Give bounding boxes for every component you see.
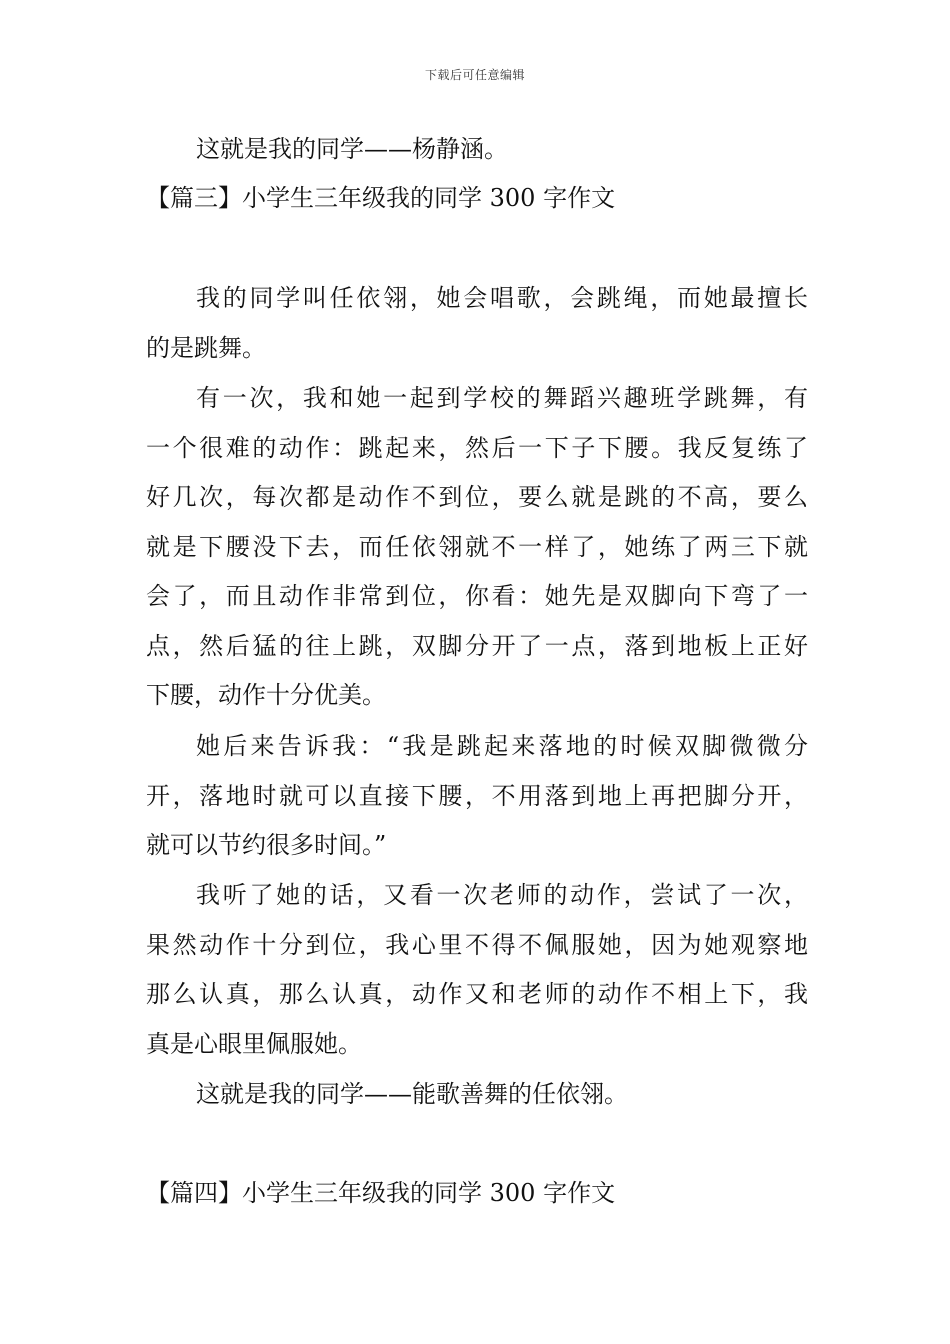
closing-line-previous: 这就是我的同学——杨静涵。 bbox=[196, 135, 508, 163]
paragraph-2-line-5: 会了，而且动作非常到位，你看：她先是双脚向下弯了一 bbox=[146, 582, 808, 610]
paragraph-2-line-3: 好几次，每次都是动作不到位，要么就是跳的不高，要么 bbox=[146, 483, 808, 511]
header-note: 下载后可任意编辑 bbox=[424, 68, 525, 82]
paragraph-3-line-3: 就可以节约很多时间。” bbox=[146, 831, 387, 859]
paragraph-4-line-4: 真是心眼里佩服她。 bbox=[146, 1030, 362, 1058]
paragraph-2-line-2: 一个很难的动作：跳起来，然后一下子下腰。我反复练了 bbox=[146, 434, 808, 462]
paragraph-3-line-1: 她后来告诉我：“我是跳起来落地的时候双脚微微分 bbox=[196, 732, 808, 760]
section-heading-three: 【篇三】小学生三年级我的同学 300 字作文 bbox=[146, 184, 616, 212]
paragraph-4-line-3: 那么认真，那么认真，动作又和老师的动作不相上下，我 bbox=[146, 980, 808, 1008]
paragraph-1-line-1: 我的同学叫任依翎，她会唱歌，会跳绳，而她最擅长 bbox=[196, 284, 808, 312]
paragraph-2-line-6: 点，然后猛的往上跳，双脚分开了一点，落到地板上正好 bbox=[146, 632, 808, 660]
paragraph-2-line-4: 就是下腰没下去，而任依翎就不一样了，她练了两三下就 bbox=[146, 533, 808, 561]
paragraph-4-line-2: 果然动作十分到位，我心里不得不佩服她，因为她观察地 bbox=[146, 931, 808, 959]
paragraph-2-line-7: 下腰，动作十分优美。 bbox=[146, 681, 386, 709]
paragraph-4-line-1: 我听了她的话，又看一次老师的动作，尝试了一次， bbox=[196, 881, 808, 909]
paragraph-3-line-2: 开，落地时就可以直接下腰，不用落到地上再把脚分开， bbox=[146, 782, 808, 810]
section-heading-four: 【篇四】小学生三年级我的同学 300 字作文 bbox=[146, 1179, 616, 1207]
paragraph-2-line-1: 有一次，我和她一起到学校的舞蹈兴趣班学跳舞，有 bbox=[196, 384, 808, 412]
paragraph-1-line-2: 的是跳舞。 bbox=[146, 334, 266, 362]
paragraph-5-line-1: 这就是我的同学——能歌善舞的任依翎。 bbox=[196, 1080, 628, 1108]
